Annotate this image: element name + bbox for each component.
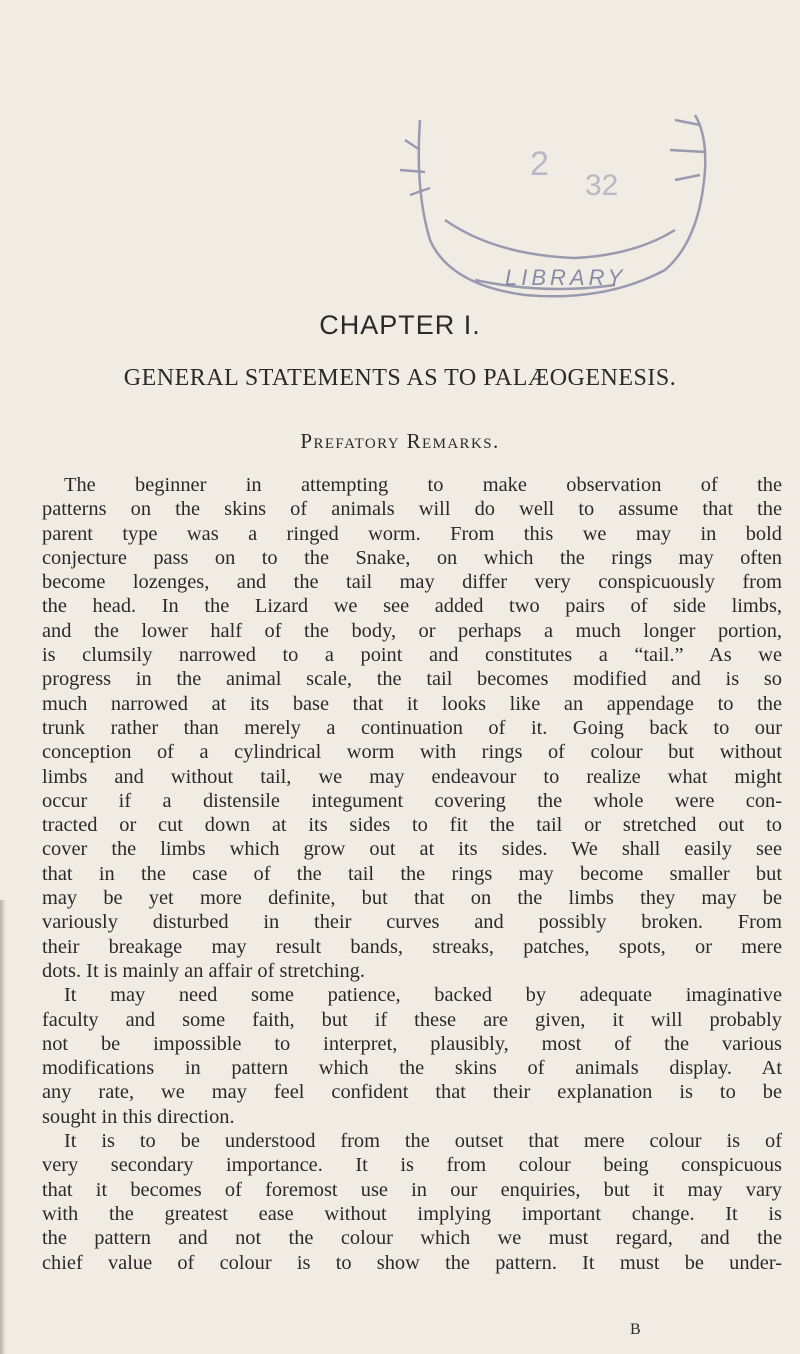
text-line: sought in this direction. [42,1105,235,1128]
text-line: modifications in pattern which the skins of animals display. At [42,1057,782,1080]
section-heading: GENERAL STATEMENTS AS TO PALÆOGENESIS. [123,365,677,391]
text-line: cover the limbs which grow out at its sides. We shall easily see [42,838,782,861]
svg-text:LIBRARY: LIBRARY [505,265,627,290]
text-line: and the lower half of the body, or perhaps a much longer portion, [42,619,782,642]
svg-text:2: 2 [530,145,549,183]
text-line: tracted or cut down at its sides to fit the tail or stretched out to [42,814,782,837]
text-line: become lozenges, and the tail may differ very conspicuously from [42,571,782,594]
text-line: very secondary importance. It is from colour being conspicuous [42,1154,782,1177]
text-line: their breakage may result bands, streaks, patches, spots, or mere [42,935,782,958]
binding-shadow [0,900,6,1354]
text-line: The beginner in attempting to make observation of the [64,474,782,496]
text-line: conjecture pass on to the Snake, on which the rings may often [42,546,782,569]
svg-text:32: 32 [585,169,619,202]
body-text [42,473,782,1275]
library-stamp [375,80,715,310]
chapter-heading: CHAPTER I. [319,310,481,340]
text-line: limbs and without tail, we may endeavour to realize what might [42,765,782,788]
text-line: chief value of colour is to show the pattern. It must be under- [42,1251,782,1274]
text-line: the head. In the Lizard we see added two pairs of side limbs, [42,595,782,618]
text-line: patterns on the skins of animals will do well to assume that the [42,498,782,521]
text-line: It may need some patience, backed by adequate imaginative [64,984,782,1007]
text-line: much narrowed at its base that it looks like an appendage to the [42,692,782,715]
text-line: variously disturbed in their curves and possibly broken. From [42,911,782,934]
text-line: is clumsily narrowed to a point and constitutes a “tail.” As we [42,644,782,667]
text-line: occur if a distensile integument covering the whole were con- [42,789,782,812]
text-line: may be yet more definite, but that on the limbs they may be [42,887,782,910]
text-line: with the greatest ease without implying important change. It is [42,1202,782,1225]
text-line: that it becomes of foremost use in our enquiries, but it may vary [42,1178,782,1201]
text-line: faculty and some faith, but if these are given, it will probably [42,1008,782,1031]
signature-mark: B [630,1321,641,1338]
text-line: that in the case of the tail the rings may become smaller but [42,862,782,885]
text-line: It is to be understood from the outset that mere colour is of [64,1130,782,1153]
text-line: trunk rather than merely a continuation of it. Going back to our [42,716,782,739]
text-line: conception of a cylindrical worm with rings of colour but without [42,741,782,764]
text-line: the pattern and not the colour which we must regard, and the [42,1227,782,1250]
text-line: not be impossible to interpret, plausibly, most of the various [42,1032,782,1055]
text-line: dots. It is mainly an affair of stretching. [42,959,365,982]
text-line: progress in the animal scale, the tail becomes modified and is so [42,668,782,691]
text-line: parent type was a ringed worm. From this we may in bold [42,522,782,545]
subheading: Prefatory Remarks. [300,429,500,453]
text-line: any rate, we may feel confident that their explanation is to be [42,1081,782,1104]
